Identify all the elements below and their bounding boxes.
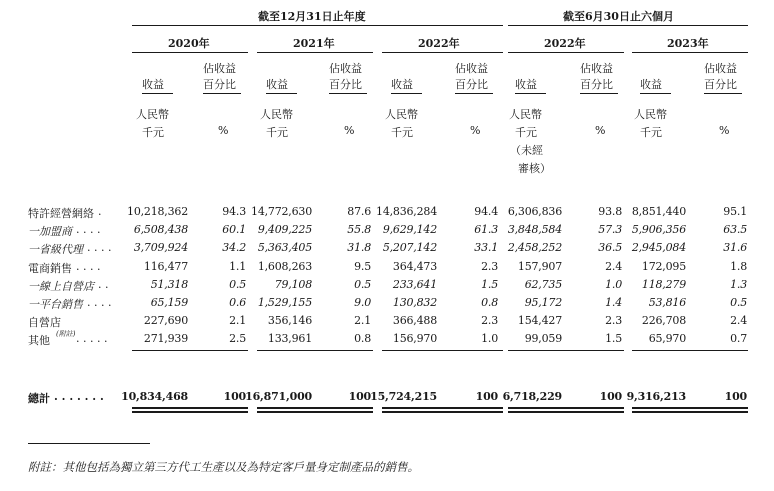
- rule-year-2021: [257, 52, 373, 53]
- row-label: 一省級代理: [28, 243, 83, 256]
- unaudited-line-1: （未經: [510, 144, 543, 157]
- total-value: 10,834,468: [121, 390, 188, 403]
- row-value: 130,832: [392, 296, 437, 309]
- year-2022: 2022年: [418, 37, 460, 50]
- subtotal-rule: [508, 350, 624, 351]
- year-2023-h1: 2023年: [667, 37, 709, 50]
- row-value: 118,279: [641, 278, 686, 291]
- total-double-rule-1: [632, 407, 748, 409]
- total-value: 100: [599, 390, 622, 403]
- col-revenue-rule: [391, 93, 422, 94]
- row-label: 一平台銷售: [28, 298, 83, 311]
- row-value: 93.8: [598, 205, 622, 218]
- total-value: 16,871,000: [245, 390, 312, 403]
- unit-rmb: 人民幣: [509, 108, 542, 121]
- col-revenue-rule: [142, 93, 173, 94]
- subtotal-rule: [257, 350, 373, 351]
- row-value: 61.3: [474, 223, 498, 236]
- row-value: 1.0: [605, 278, 622, 291]
- year-2020: 2020年: [168, 37, 210, 50]
- row-value: 1.0: [481, 332, 498, 345]
- subtotal-rule: [632, 350, 748, 351]
- col-revenue-header: 收益: [640, 78, 662, 91]
- col-pct-header-1: 佔收益: [203, 62, 236, 75]
- row-value: 2.4: [730, 314, 747, 327]
- row-value: 9,629,142: [382, 223, 437, 236]
- rule-year-2022-h1: [508, 52, 624, 53]
- total-double-rule-1: [257, 407, 373, 409]
- row-value: 2,945,084: [631, 241, 686, 254]
- row-leader-dots: . . . .: [87, 296, 112, 309]
- row-leader-dots: . . . .: [76, 223, 101, 236]
- row-value: 0.8: [481, 296, 498, 309]
- row-label: 特許經營網絡: [28, 207, 94, 220]
- row-value: 0.7: [730, 332, 747, 345]
- col-revenue-header: 收益: [391, 78, 413, 91]
- total-value: 100: [223, 390, 246, 403]
- row-value: 95,172: [524, 296, 562, 309]
- row-value: 1,608,263: [257, 260, 312, 273]
- col-revenue-rule: [515, 93, 546, 94]
- col-revenue-header: 收益: [142, 78, 164, 91]
- col-pct-header-1: 佔收益: [580, 62, 613, 75]
- row-value: 9.0: [354, 296, 371, 309]
- total-label: 總計: [28, 392, 50, 405]
- unit-rmb: 人民幣: [260, 108, 293, 121]
- row-value: 63.5: [723, 223, 747, 236]
- row-value: 133,961: [267, 332, 312, 345]
- row-value: 0.5: [730, 296, 747, 309]
- subtotal-rule: [382, 350, 503, 351]
- row-leader-dots: .: [98, 205, 102, 218]
- row-value: 1,529,155: [257, 296, 312, 309]
- col-pct-rule: [329, 93, 367, 94]
- total-double-rule-1: [508, 407, 624, 409]
- total-value: 100: [348, 390, 371, 403]
- footnote: 附註：其他包括為獨立第三方代工生產以及為特定客戶量身定制產品的銷售。: [28, 460, 419, 474]
- row-value: 95.1: [723, 205, 747, 218]
- row-value: 5,906,356: [631, 223, 686, 236]
- row-value: 2.4: [605, 260, 622, 273]
- unit-thousand: 千元: [640, 126, 662, 139]
- unit-thousand: 千元: [142, 126, 164, 139]
- row-value: 65,159: [150, 296, 188, 309]
- row-value: 2.3: [481, 314, 498, 327]
- row-value: 6,508,438: [133, 223, 188, 236]
- row-value: 154,427: [517, 314, 562, 327]
- row-value: 1.8: [730, 260, 747, 273]
- unit-pct: %: [470, 124, 481, 137]
- row-value: 99,059: [524, 332, 562, 345]
- row-value: 364,473: [392, 260, 437, 273]
- row-value: 366,488: [392, 314, 437, 327]
- row-value: 94.4: [474, 205, 498, 218]
- row-value: 53,816: [648, 296, 686, 309]
- col-pct-header-2: 百分比: [455, 78, 488, 91]
- row-value: 116,477: [143, 260, 188, 273]
- unit-rmb: 人民幣: [385, 108, 418, 121]
- row-value: 1.5: [605, 332, 622, 345]
- row-value: 2.3: [605, 314, 622, 327]
- col-revenue-header: 收益: [515, 78, 537, 91]
- row-label: 其他: [28, 334, 50, 347]
- row-label: 自營店: [28, 316, 61, 329]
- row-value: 156,970: [392, 332, 437, 345]
- row-value: 2.1: [229, 314, 246, 327]
- row-value: 14,836,284: [376, 205, 437, 218]
- unit-thousand: 千元: [266, 126, 288, 139]
- total-double-rule-2: [382, 411, 503, 413]
- unit-rmb: 人民幣: [634, 108, 667, 121]
- row-value: 87.6: [347, 205, 371, 218]
- total-double-rule-2: [508, 411, 624, 413]
- row-value: 227,690: [143, 314, 188, 327]
- row-value: 271,939: [143, 332, 188, 345]
- col-pct-header-2: 百分比: [704, 78, 737, 91]
- col-revenue-header: 收益: [266, 78, 288, 91]
- total-double-rule-2: [257, 411, 373, 413]
- row-label: 一線上自營店: [28, 280, 94, 293]
- row-value: 3,709,924: [133, 241, 188, 254]
- col-pct-header-1: 佔收益: [455, 62, 488, 75]
- row-value: 10,218,362: [127, 205, 188, 218]
- col-pct-header-2: 百分比: [329, 78, 362, 91]
- row-leader-dots: . .: [98, 278, 109, 291]
- row-value: 2,458,252: [507, 241, 562, 254]
- rule-year-2020: [132, 52, 248, 53]
- col-pct-header-2: 百分比: [203, 78, 236, 91]
- col-pct-header-1: 佔收益: [329, 62, 362, 75]
- total-value: 100: [475, 390, 498, 403]
- row-value: 1.3: [730, 278, 747, 291]
- row-value: 62,735: [524, 278, 562, 291]
- total-value: 100: [724, 390, 747, 403]
- row-value: 0.8: [354, 332, 371, 345]
- row-value: 36.5: [598, 241, 622, 254]
- row-value: 1.5: [481, 278, 498, 291]
- row-value: 0.6: [229, 296, 246, 309]
- rule-six-months: [508, 25, 748, 26]
- row-value: 0.5: [354, 278, 371, 291]
- row-value: 94.3: [222, 205, 246, 218]
- row-value: 2.5: [229, 332, 246, 345]
- col-pct-rule: [455, 93, 493, 94]
- row-value: 8,851,440: [631, 205, 686, 218]
- row-value: 172,095: [641, 260, 686, 273]
- row-value: 356,146: [267, 314, 312, 327]
- row-note: (附註): [56, 330, 76, 338]
- row-label: 一加盟商: [28, 225, 72, 238]
- unit-pct: %: [218, 124, 229, 137]
- row-value: 233,641: [392, 278, 437, 291]
- total-value: 9,316,213: [626, 390, 686, 403]
- total-double-rule-1: [382, 407, 503, 409]
- row-value: 5,363,405: [257, 241, 312, 254]
- row-value: 6,306,836: [507, 205, 562, 218]
- row-leader-dots: . . . .: [87, 241, 112, 254]
- row-value: 65,970: [648, 332, 686, 345]
- row-value: 57.3: [598, 223, 622, 236]
- row-value: 0.5: [229, 278, 246, 291]
- row-value: 31.8: [347, 241, 371, 254]
- rule-year-2023-h1: [632, 52, 748, 53]
- row-value: 2.1: [354, 314, 371, 327]
- year-2022-h1: 2022年: [544, 37, 586, 50]
- col-revenue-rule: [266, 93, 297, 94]
- row-value: 226,708: [641, 314, 686, 327]
- unaudited-line-2: 審核）: [518, 162, 551, 175]
- col-revenue-rule: [640, 93, 671, 94]
- row-value: 157,907: [517, 260, 562, 273]
- subtotal-rule: [132, 350, 248, 351]
- row-value: 1.1: [229, 260, 246, 273]
- row-value: 34.2: [222, 241, 246, 254]
- total-double-rule-2: [632, 411, 748, 413]
- row-leader-dots: . . . . . . .: [54, 390, 104, 403]
- col-pct-header-2: 百分比: [580, 78, 613, 91]
- row-value: 60.1: [222, 223, 246, 236]
- unit-thousand: 千元: [391, 126, 413, 139]
- row-label: 電商銷售: [28, 262, 72, 275]
- row-value: 51,318: [150, 278, 188, 291]
- total-value: 15,724,215: [370, 390, 437, 403]
- row-value: 14,772,630: [251, 205, 312, 218]
- row-value: 33.1: [474, 241, 498, 254]
- header-year-end: 截至12月31日止年度: [258, 10, 366, 23]
- rule-year-2022: [382, 52, 503, 53]
- row-value: 3,848,584: [507, 223, 562, 236]
- row-value: 9,409,225: [257, 223, 312, 236]
- unit-pct: %: [595, 124, 606, 137]
- row-leader-dots: . . . .: [76, 260, 101, 273]
- col-pct-rule: [580, 93, 618, 94]
- row-value: 31.6: [723, 241, 747, 254]
- row-value: 2.3: [481, 260, 498, 273]
- unit-pct: %: [719, 124, 730, 137]
- row-leader-dots: . . . . .: [76, 332, 108, 345]
- row-value: 79,108: [274, 278, 312, 291]
- unit-thousand: 千元: [515, 126, 537, 139]
- col-pct-rule: [704, 93, 742, 94]
- unit-pct: %: [344, 124, 355, 137]
- total-value: 6,718,229: [502, 390, 562, 403]
- total-double-rule-2: [132, 411, 248, 413]
- row-value: 55.8: [347, 223, 371, 236]
- footnote-rule: [28, 443, 150, 444]
- row-value: 9.5: [354, 260, 371, 273]
- total-double-rule-1: [132, 407, 248, 409]
- row-value: 1.4: [605, 296, 622, 309]
- row-value: 5,207,142: [382, 241, 437, 254]
- year-2021: 2021年: [293, 37, 335, 50]
- header-six-months: 截至6月30日止六個月: [563, 10, 674, 23]
- rule-year-end: [132, 25, 503, 26]
- unit-rmb: 人民幣: [136, 108, 169, 121]
- col-pct-header-1: 佔收益: [704, 62, 737, 75]
- col-pct-rule: [203, 93, 241, 94]
